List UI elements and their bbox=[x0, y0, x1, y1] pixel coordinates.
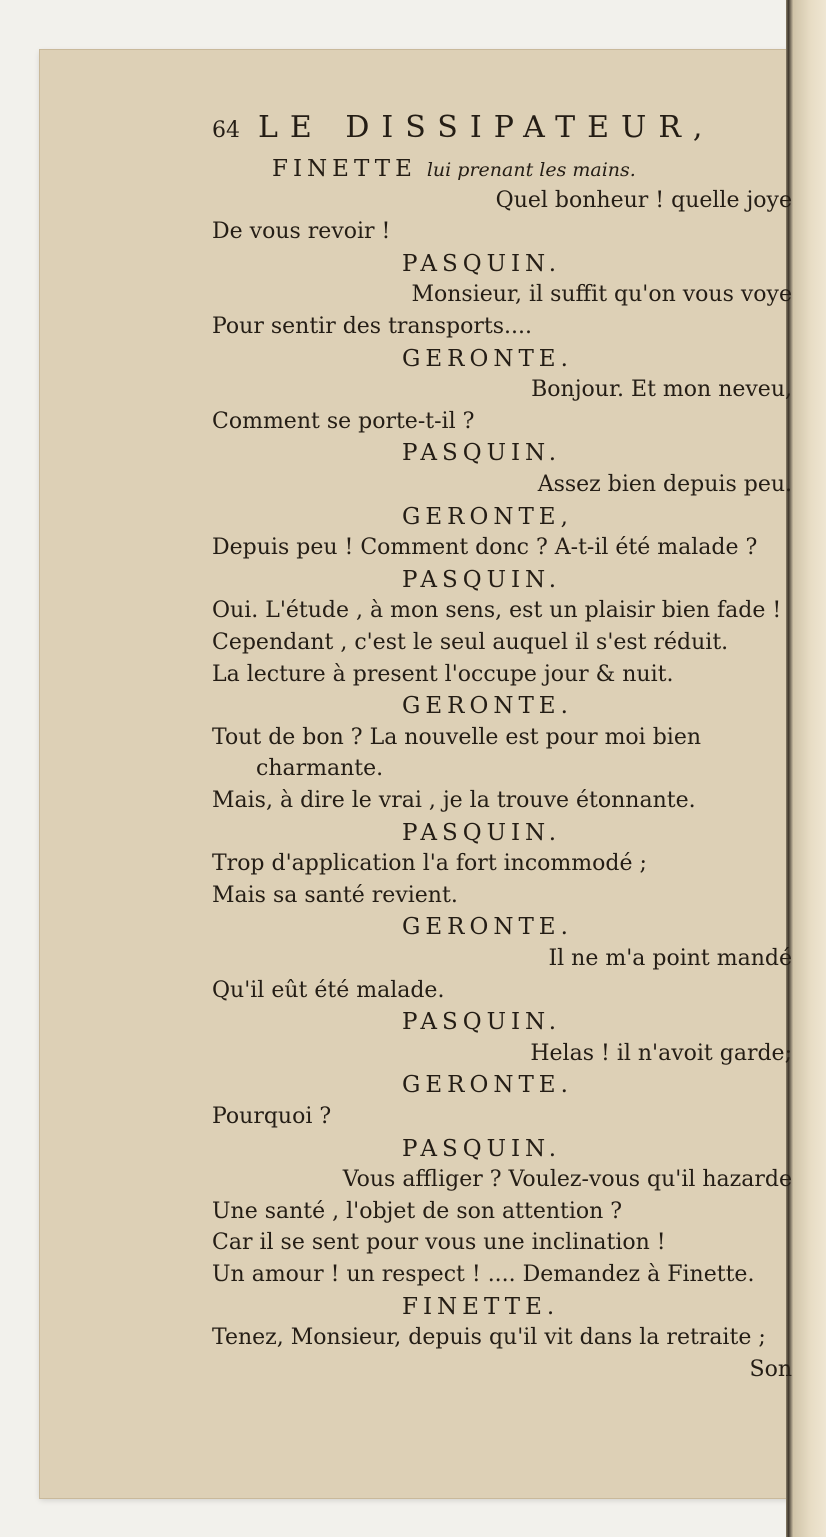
verse-line: Pour sentir des transports.... bbox=[212, 314, 532, 339]
verse-line: Mais sa santé revient. bbox=[212, 882, 458, 908]
verse-line: La lecture à present l'occupe jour & nuit. bbox=[212, 661, 674, 687]
speaker-name: GERONTE. bbox=[402, 345, 573, 372]
speaker-line bbox=[212, 1294, 826, 1320]
speaker-name: PASQUIN. bbox=[402, 1135, 562, 1162]
verse-line: Quel bonheur ! quelle joye bbox=[495, 187, 792, 213]
verse-line: Monsieur, il suffit qu'on vous voye bbox=[411, 282, 792, 308]
running-title: LE DISSIPATEUR, bbox=[258, 110, 715, 145]
verse-line: Qu'il eût été malade. bbox=[212, 977, 445, 1003]
speaker-line bbox=[212, 1009, 826, 1035]
verse-line: Vous affliger ? Voulez-vous qu'il hazarde bbox=[342, 1167, 792, 1193]
verse-line: Depuis peu ! Comment donc ? A-t-il été malade ? bbox=[212, 535, 758, 561]
speaker-line bbox=[212, 346, 826, 372]
verse-line: Helas ! il n'avoit garde; bbox=[530, 1040, 792, 1066]
speaker-line bbox=[212, 156, 826, 182]
verse-line: Assez bien depuis peu. bbox=[537, 472, 792, 497]
verse-line: Un amour ! un respect ! .... Demandez à Finette. bbox=[212, 1262, 755, 1287]
verse-line: Bonjour. Et mon neveu, bbox=[531, 377, 792, 403]
verse-line: Trop d'application l'a fort incommodé ; bbox=[212, 851, 647, 877]
verse-line: Mais, à dire le vrai , je la trouve étonnante. bbox=[212, 788, 696, 813]
verse-line: Car il se sent pour vous une inclination ! bbox=[212, 1230, 666, 1256]
stage-direction: lui prenant les mains. bbox=[426, 159, 636, 181]
speaker-line bbox=[212, 1136, 826, 1162]
speaker-line bbox=[212, 251, 826, 277]
speaker-line bbox=[212, 440, 826, 466]
speaker-name: GERONTE, bbox=[402, 503, 573, 530]
speaker-name: PASQUIN. bbox=[402, 819, 562, 846]
speaker-name: PASQUIN. bbox=[402, 250, 562, 277]
speaker-name: GERONTE. bbox=[402, 693, 573, 720]
speaker-name: PASQUIN. bbox=[402, 440, 562, 467]
verse-line: De vous revoir ! bbox=[212, 219, 391, 245]
verse-line: charmante. bbox=[256, 756, 384, 782]
verse-line: Oui. L'étude , à mon sens, est un plaisir bien fade ! bbox=[212, 598, 782, 624]
verse-line: Tenez, Monsieur, depuis qu'il vit dans la retraite ; bbox=[212, 1325, 766, 1351]
verse-line: Son bbox=[749, 1356, 792, 1382]
speaker-name: GERONTE. bbox=[402, 914, 573, 941]
running-header bbox=[212, 110, 792, 145]
speaker-name: PASQUIN. bbox=[402, 566, 562, 593]
verse-line: Comment se porte-t-il ? bbox=[212, 408, 475, 434]
speaker-name: FINETTE bbox=[272, 156, 417, 182]
verse-line: Cependant , c'est le seul auquel il s'est réduit. bbox=[212, 630, 729, 655]
page-number: 64 bbox=[212, 118, 240, 143]
speaker-line bbox=[212, 693, 826, 719]
verse-line: Tout de bon ? La nouvelle est pour moi bien bbox=[212, 724, 702, 750]
verse-line: Il ne m'a point mandé bbox=[548, 946, 792, 971]
speaker-name: PASQUIN. bbox=[402, 1009, 562, 1036]
speaker-name: GERONTE. bbox=[402, 1072, 573, 1099]
speaker-line bbox=[212, 1072, 826, 1098]
speaker-line bbox=[212, 820, 826, 846]
speaker-name: FINETTE. bbox=[402, 1293, 560, 1320]
verse-line: Une santé , l'objet de son attention ? bbox=[212, 1198, 623, 1224]
speaker-line bbox=[212, 504, 826, 530]
speaker-line bbox=[212, 567, 826, 593]
speaker-line bbox=[212, 914, 826, 940]
verse-line: Pourquoi ? bbox=[212, 1104, 332, 1129]
